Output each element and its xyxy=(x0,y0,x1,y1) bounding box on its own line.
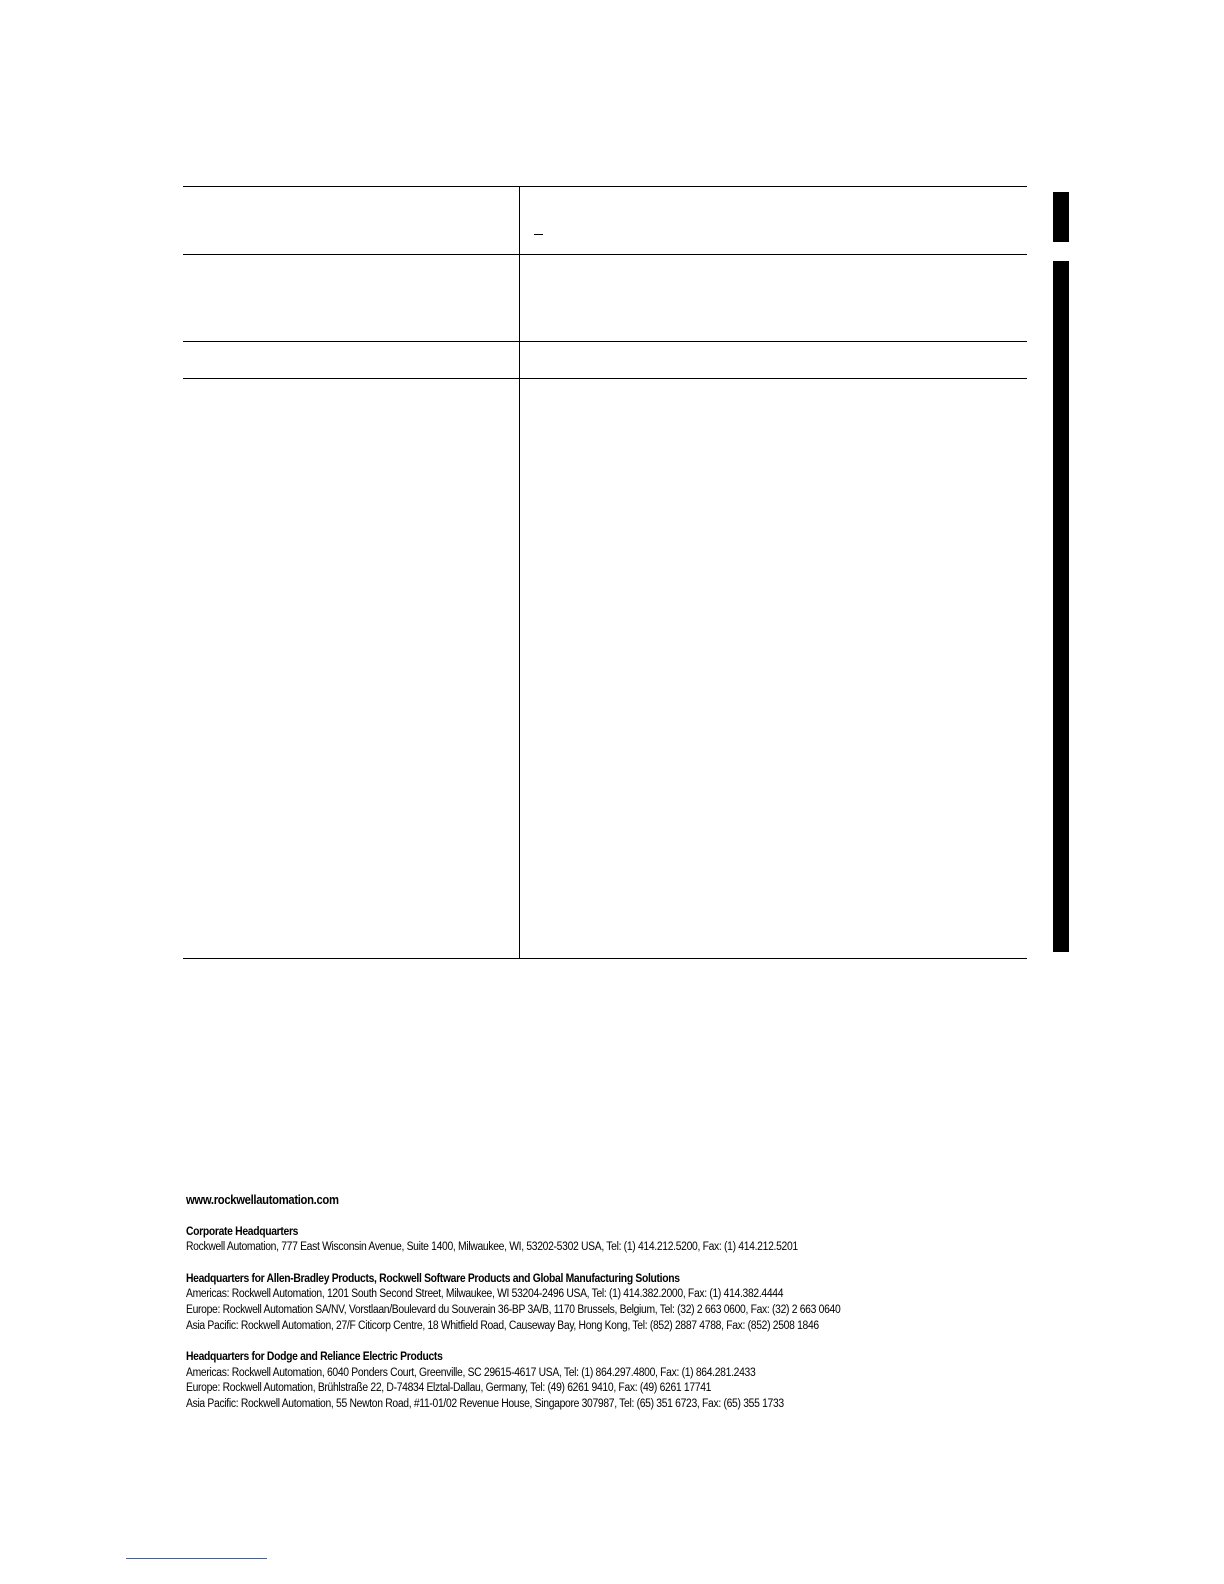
dodge-reliance-block xyxy=(186,1350,978,1412)
corporate-headquarters-block xyxy=(186,1225,978,1256)
allen-bradley-europe: Europe: Rockwell Automation SA/NV, Vorstlaan/Boulevard du Souverain 36-BP 3A/B, 1170 Brussels, Belgium, Tel: (32) 2 663 0600, Fax: (32) 2 663 0640 xyxy=(186,1303,841,1316)
table-column-divider xyxy=(519,186,520,959)
table-rule-top xyxy=(183,186,1027,187)
allen-bradley-americas: Americas: Rockwell Automation, 1201 South Second Street, Milwaukee, WI 53204-2496 USA, Tel: (1) 414.382.2000, Fax: (1) 414.382.4444 xyxy=(186,1288,784,1301)
bottom-link-rule xyxy=(126,1558,267,1559)
dodge-reliance-europe: Europe: Rockwell Automation, Brühlstraße 22, D-74834 Elztal-Dallau, Germany, Tel: (49) 6261 9410, Fax: (49) 6261 17741 xyxy=(186,1382,712,1395)
table-rule-bottom xyxy=(183,958,1027,959)
allen-bradley-heading: Headquarters for Allen-Bradley Products, Rockwell Software Products and Global Manufacturing Solutions xyxy=(186,1272,680,1285)
table-rule-row-2 xyxy=(183,341,1027,342)
side-tab-small xyxy=(1053,192,1069,242)
website-url: www.rockwellautomation.com xyxy=(186,1193,339,1207)
allen-bradley-block xyxy=(186,1272,978,1334)
ruled-table xyxy=(183,186,1027,959)
dodge-reliance-asia-pacific: Asia Pacific: Rockwell Automation, 55 Newton Road, #11-01/02 Revenue House, Singapore 307987, Tel: (65) 351 6723, Fax: (65) 355 1733 xyxy=(186,1397,784,1410)
corporate-address: Rockwell Automation, 777 East Wisconsin Avenue, Suite 1400, Milwaukee, WI, 53202-5302 USA, Tel: (1) 414.212.5200, Fax: (1) 414.212.5201 xyxy=(186,1241,798,1254)
contact-footer xyxy=(186,1193,978,1429)
dodge-reliance-americas: Americas: Rockwell Automation, 6040 Ponders Court, Greenville, SC 29615-4617 USA, Tel: (1) 864.297.4800, Fax: (1) 864.281.2433 xyxy=(186,1366,756,1379)
corporate-heading: Corporate Headquarters xyxy=(186,1225,299,1238)
dodge-reliance-heading: Headquarters for Dodge and Reliance Electric Products xyxy=(186,1351,443,1364)
allen-bradley-asia-pacific: Asia Pacific: Rockwell Automation, 27/F Citicorp Centre, 18 Whitfield Road, Causeway Bay, Hong Kong, Tel: (852) 2887 4788, Fax: (852) 2508 1846 xyxy=(186,1319,819,1332)
table-rule-row-3 xyxy=(183,378,1027,379)
table-rule-row-1 xyxy=(183,254,1027,255)
side-tab-large xyxy=(1053,261,1069,952)
cell-dash-mark xyxy=(534,234,543,235)
